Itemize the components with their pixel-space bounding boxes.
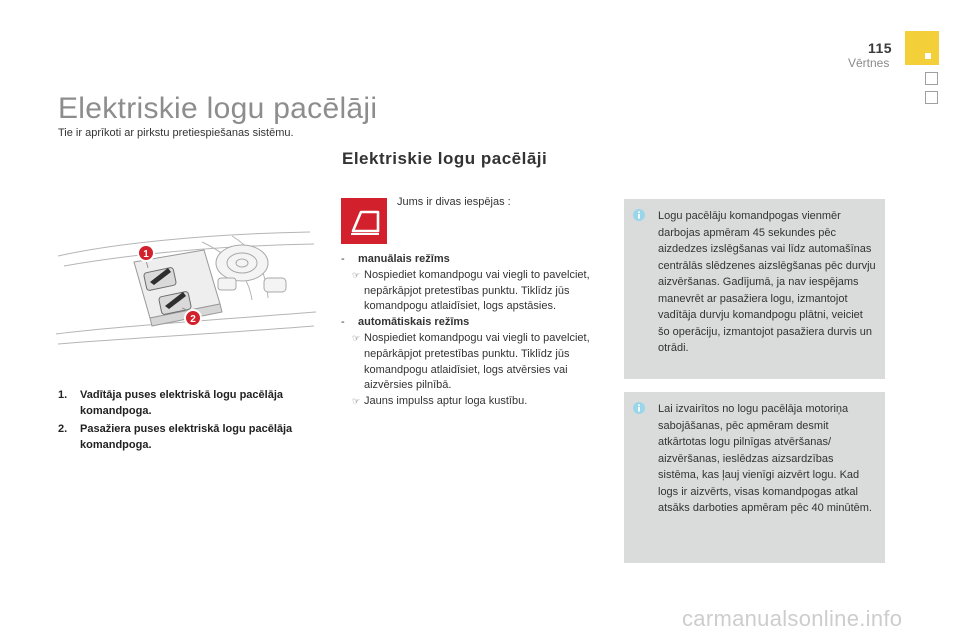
section-title: Elektriskie logu pacēlāji bbox=[342, 149, 548, 168]
page-title: Elektriskie logu pacēlāji bbox=[58, 92, 378, 125]
chapter-tab-active[interactable] bbox=[905, 31, 939, 65]
pointing-hand-icon: ☞ bbox=[352, 332, 361, 343]
legend-text: Vadītāja puses elektriskā logu pacēlāja komandpoga. bbox=[80, 389, 283, 417]
intro-text: Jums ir divas iespējas : bbox=[397, 196, 511, 208]
instruction-step bbox=[341, 268, 611, 315]
automatic-mode-heading bbox=[341, 315, 611, 331]
chapter-tab[interactable] bbox=[925, 91, 938, 104]
legend-number: 1. bbox=[58, 389, 68, 401]
legend-item bbox=[58, 421, 318, 453]
step-text: Nospiediet komandpogu vai viegli to pavelciet, nepārkāpjot pretestības punktu. Tiklīdz jūs komandpogu atlaidīsiet, logs apstāsies. bbox=[364, 268, 590, 313]
legend-item bbox=[58, 387, 318, 419]
figure-legend bbox=[58, 387, 318, 455]
step-text: Nospiediet komandpogu vai viegli to pavelciet, nepārkāpjot pretestības punktu. Tiklīdz jūs komandpogu atlaidīsiet, logs atvērsies vai aizvērsies pilnībā. bbox=[364, 331, 590, 392]
page-number: 115 bbox=[868, 40, 893, 56]
dash: - bbox=[341, 316, 345, 329]
mode-label: automātiskais režīms bbox=[358, 316, 470, 329]
legend-number: 2. bbox=[58, 423, 68, 435]
info-box bbox=[624, 392, 885, 563]
instruction-step bbox=[341, 394, 611, 410]
mode-label: manuālais režīms bbox=[358, 253, 450, 265]
section-name: Vērtnes bbox=[848, 56, 890, 70]
info-text: Logu pacēlāju komandpogas vienmēr darbojas apmēram 45 sekundes pēc aizdedzes izslēgšanas vai līdz automašīnas centrālās slēdzenes aizslēgšanas pēc durvju aizvēršanas. Gadījumā, ja nav iespējams manevrēt ar pasažiera logu, izmantojot vadītāja durvju komandpogu plātni, veiciet šo operāciju, izmantojot pasažiera durvis un otrādi. bbox=[658, 210, 876, 354]
dash: - bbox=[341, 253, 345, 265]
pointing-hand-icon: ☞ bbox=[352, 396, 361, 407]
manual-mode-heading bbox=[341, 252, 611, 268]
info-box bbox=[624, 199, 885, 379]
instruction-step bbox=[341, 331, 611, 394]
info-text: Lai izvairītos no logu pacēlāja motoriņa sabojāšanas, pēc apmēram desmit atkārtotas logu pilnīgas atvēršanas/ aizvēršanas, ieslēdzas aizsardzības sistēma, kas ļauj vienīgi aizvērt logu. Kad logs ir aizvērts, visas komandpogas atkal atsāks darboties apmēram pēc 40 minūtēm. bbox=[658, 403, 872, 514]
callout-2: 2 bbox=[190, 314, 196, 325]
door-switch-illustration bbox=[52, 208, 322, 388]
window-lift-icon bbox=[341, 198, 387, 244]
callout-1: 1 bbox=[143, 249, 149, 260]
legend-text: Pasažiera puses elektriskā logu pacēlāja komandpoga. bbox=[80, 423, 293, 451]
info-icon bbox=[633, 402, 645, 414]
chapter-tab[interactable] bbox=[925, 72, 938, 85]
info-icon bbox=[633, 209, 645, 221]
step-text: Jauns impulss aptur loga kustību. bbox=[364, 395, 528, 408]
instructions bbox=[341, 252, 611, 410]
page-subtitle: Tie ir aprīkoti ar pirkstu pretiespiešanas sistēmu. bbox=[58, 127, 294, 139]
pointing-hand-icon: ☞ bbox=[352, 269, 361, 280]
watermark: carmanualsonline.info bbox=[682, 606, 903, 631]
